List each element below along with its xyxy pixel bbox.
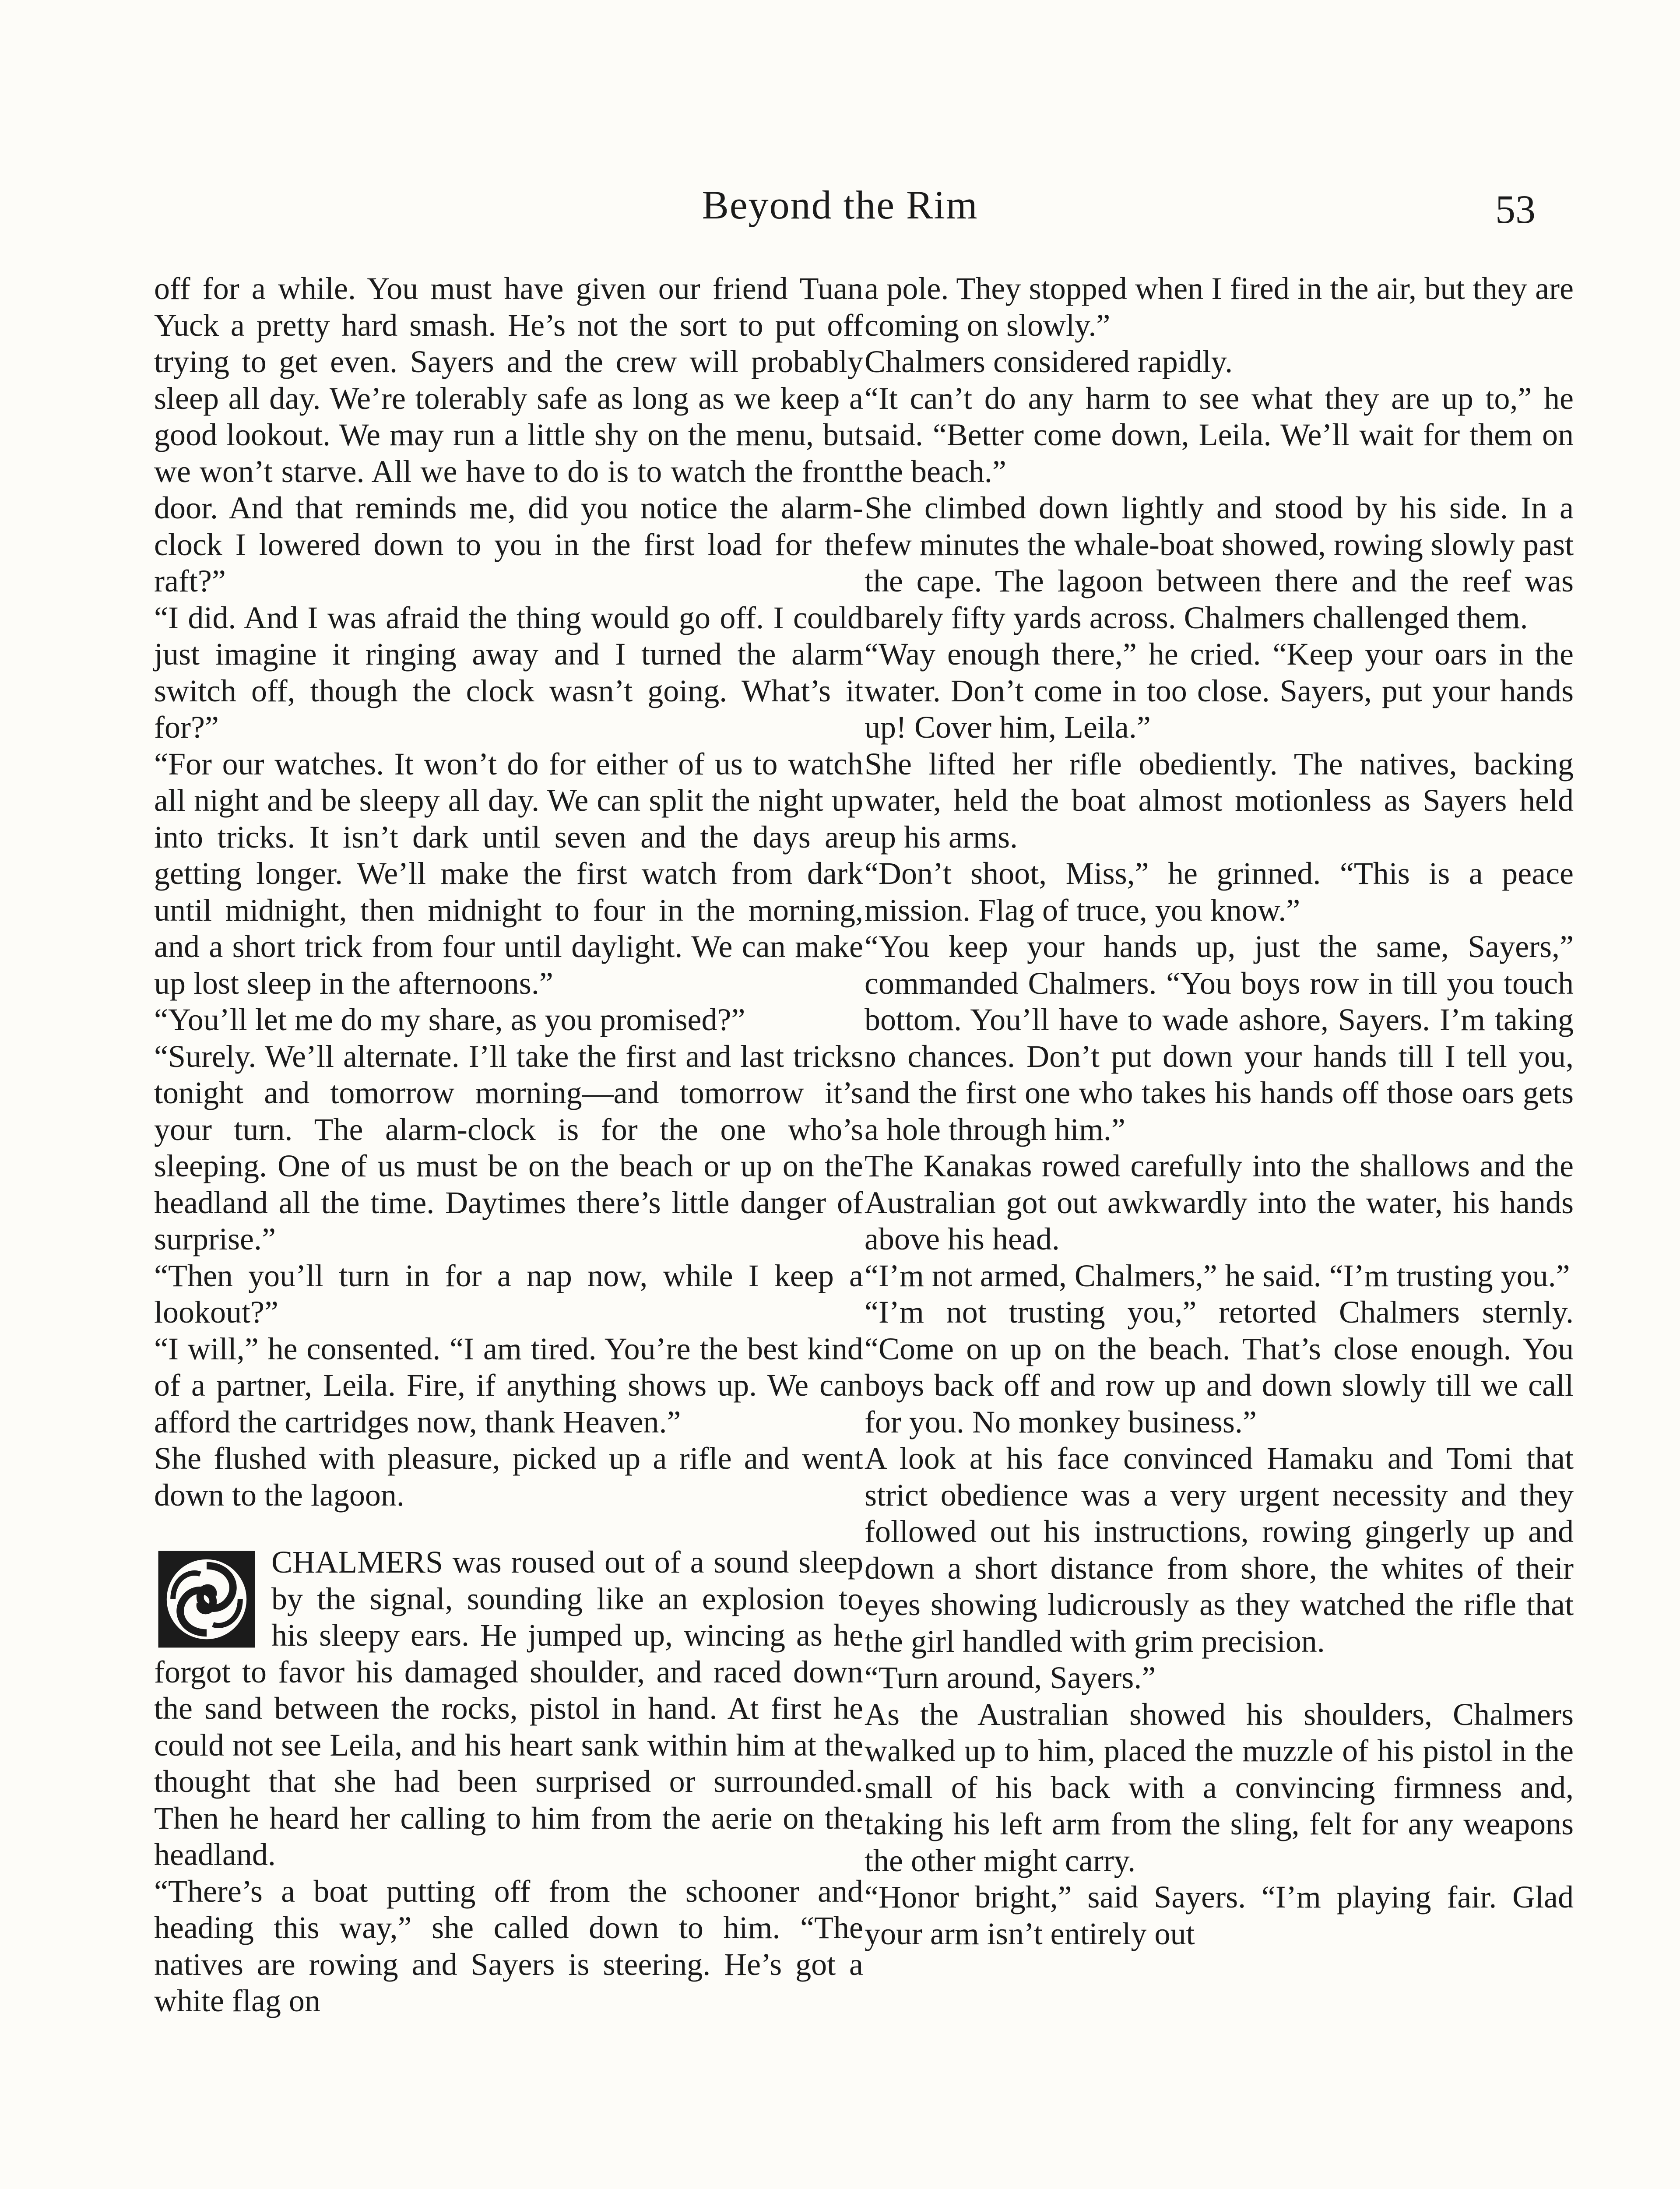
section-gap (154, 1513, 863, 1544)
paragraph: “Way enough there,” he cried. “Keep your oars in the water. Don’t come in too close. Sayers, put your hands up! Cover him, Leila.” (865, 637, 1574, 745)
paragraph: a pole. They stopped when I fired in the air, but they are coming on slowly.” (865, 271, 1574, 343)
paragraph: “I’m not armed, Chalmers,” he said. “I’m trusting you.” (865, 1258, 1570, 1293)
paragraph: off for a while. You must have given our friend Tuan Yuck a pretty hard smash. He’s not the sort to put off trying to get even. Sayers and the crew will probably sleep all day. We’re tolerably safe as long as we keep a good lookout. We may run a little shy on the menu, but we won’t starve. All we have to do is to watch the front door. And that reminds me, did you notice the alarm-clock I lowered down to you in the first load for the raft?” (154, 271, 863, 598)
paragraph: “Turn around, Sayers.” (865, 1660, 1156, 1695)
running-title: Beyond the Rim (702, 183, 978, 227)
paragraph: “You’ll let me do my share, as you promised?” (154, 1002, 745, 1037)
paragraph: “I did. And I was afraid the thing would go off. I could just imagine it ringing away and I turned the alarm switch off, though the clock wasn’t going. What’s it for?” (154, 600, 863, 745)
paragraph: She lifted her rifle obediently. The natives, backing water, held the boat almost motionless as Sayers held up his arms. (865, 746, 1574, 855)
paragraph: She climbed down lightly and stood by his side. In a few minutes the whale-boat showed, rowing slowly past the cape. The lagoon between there and the reef was barely fifty yards across. Chalmers challenged them. (865, 490, 1574, 635)
paragraph: “I will,” he consented. “I am tired. You’re the best kind of a partner, Leila. Fire, if anything shows up. We can afford the cartridges now, thank Heaven.” (154, 1331, 863, 1439)
paragraph: “I’m not trusting you,” retorted Chalmers sternly. “Come on up on the beach. That’s close enough. You boys back off and row up and down slowly till we call for you. No monkey business.” (865, 1295, 1574, 1439)
section-opening (154, 1544, 863, 1873)
paragraph: A look at his face convinced Hamaku and Tomi that strict obedience was a very urgent necessity and they followed out his instructions, rowing gingerly up and down a short distance from shore, the whites of their eyes showing ludicrously as they watched the rifle that the girl handled with grim precision. (865, 1441, 1574, 1659)
right-column (865, 271, 1574, 1952)
paragraph: “Surely. We’ll alternate. I’ll take the first and last tricks tonight and tomorrow morning—and tomorrow it’s your turn. The alarm-clock is for the one who’s sleeping. One of us must be on the beach or up on the headland all the time. Daytimes there’s little danger of surprise.” (154, 1038, 863, 1256)
paragraph: As the Australian showed his shoulders, Chalmers walked up to him, placed the muzzle of his pistol in the small of his back with a convincing firmness and, taking his left arm from the sling, felt for any weapons the other might carry. (865, 1696, 1574, 1878)
paragraph: “Don’t shoot, Miss,” he grinned. “This is a peace mission. Flag of truce, you know.” (865, 856, 1574, 928)
paragraph: “For our watches. It won’t do for either of us to watch all night and be sleepy all day. We can split the night up into tricks. It isn’t dark until seven and the days are getting longer. We’ll make the first watch from dark until midnight, then midnight to four in the morning, and a short trick from four until daylight. We can make up lost sleep in the afternoons.” (154, 746, 863, 1001)
paragraph: “There’s a boat putting off from the schooner and heading this way,” she called down to him. “The natives are rowing and Sayers is steering. He’s got a white flag on (154, 1873, 863, 2018)
paragraph: “You keep your hands up, just the same, Sayers,” commanded Chalmers. “You boys row in till you touch bottom. You’ll have to wade ashore, Sayers. I’m taking no chances. Don’t put down your hands till I tell you, and the first one who takes his hands off those oars gets a hole through him.” (865, 929, 1574, 1147)
paragraph: She flushed with pleasure, picked up a rifle and went down to the lagoon. (154, 1441, 863, 1513)
decorative-swirl-ornament-icon (154, 1547, 259, 1652)
paragraph: “Then you’ll turn in for a nap now, while I keep a lookout?” (154, 1258, 863, 1330)
left-column (154, 271, 863, 2020)
paragraph: “Honor bright,” said Sayers. “I’m playing fair. Glad your arm isn’t entirely out (865, 1879, 1574, 1951)
page-number: 53 (1495, 187, 1536, 232)
paragraph: The Kanakas rowed carefully into the shallows and the Australian got out awkwardly into the water, his hands above his head. (865, 1148, 1574, 1256)
section-paragraph: CHALMERS was roused out of a sound sleep by the signal, sounding like an explosion to his sleepy ears. He jumped up, wincing as he forgot to favor his damaged shoulder, and raced down the sand between the rocks, pistol in hand. At first he could not see Leila, and his heart sank within him at the thought that she had been surprised or surrounded. Then he heard her calling to him from the aerie on the headland. (154, 1545, 863, 1872)
paragraph: Chalmers considered rapidly. (865, 344, 1233, 379)
page-header (0, 173, 1680, 234)
paragraph: “It can’t do any harm to see what they are up to,” he said. “Better come down, Leila. We’ll wait for them on the beach.” (865, 380, 1574, 489)
